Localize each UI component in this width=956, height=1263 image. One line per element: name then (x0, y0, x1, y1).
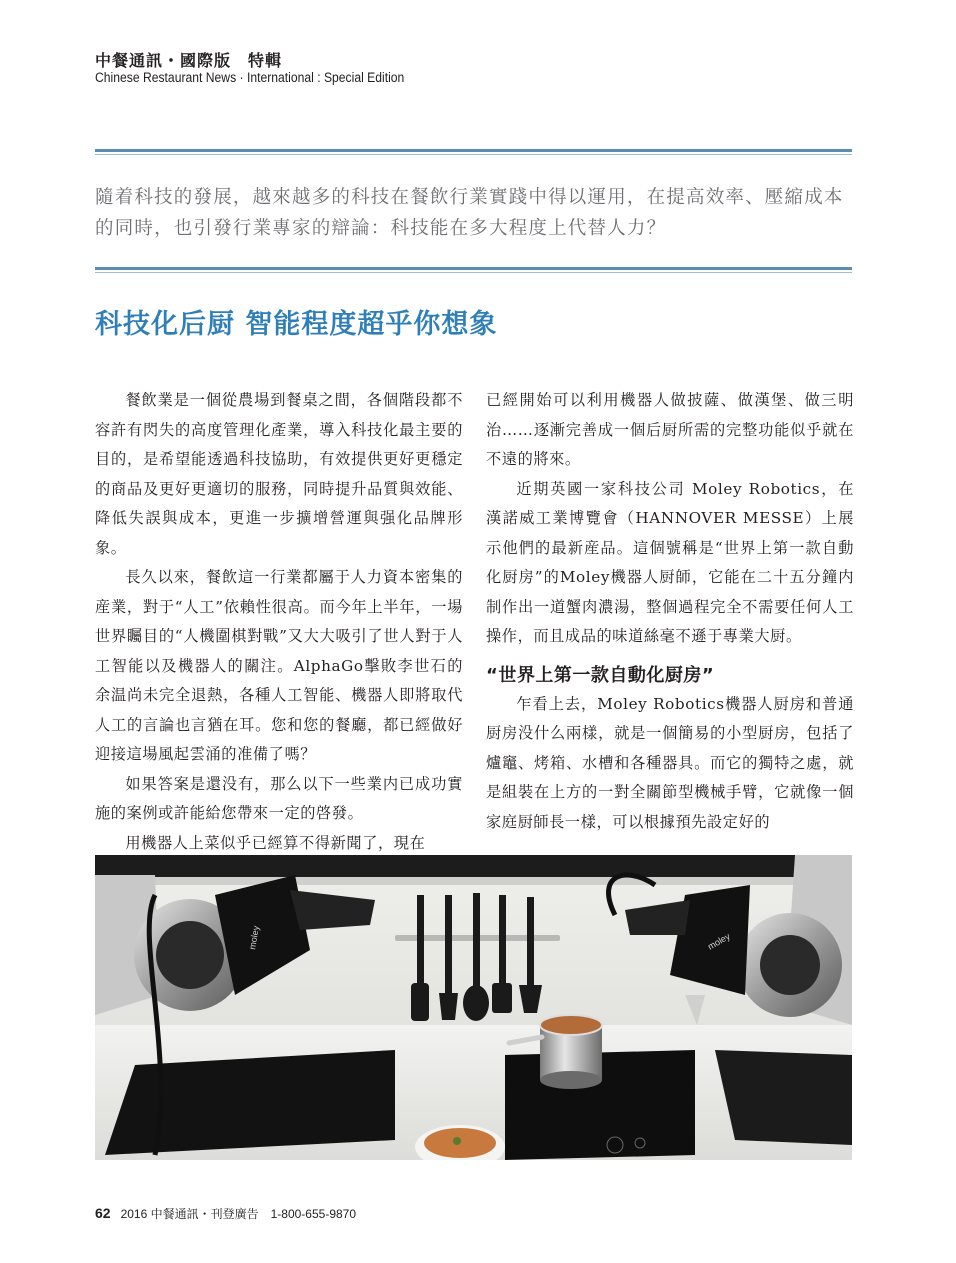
left-arm-logo: moley (247, 924, 262, 951)
left-paragraph-4: 用機器人上菜似乎已經算不得新聞了，現在 (125, 833, 426, 852)
header-title-en: Chinese Restaurant News · International : Special Edition (95, 70, 405, 85)
left-paragraph-1: 餐飲業是一個從農場到餐桌之間，各個階段都不容許有閃失的高度管理化產業，導入科技化最主要的目的，是希望能透過科技協助，有效提供更好更穩定的商品及更好更適切的服務，同時提升品質與效能、降低失誤與成本，更進一步擴增營運與强化品牌形象。 (95, 391, 463, 557)
right-paragraph-continuation: 已經開始可以利用機器人做披薩、做漢堡、做三明治……逐漸完善成一個后厨所需的完整功能似乎就在不遠的將來。 (486, 391, 854, 468)
page-number: 62 (95, 1205, 111, 1221)
footer-text: 2016 中餐通訊・刊登廣告 1-800-655-9870 (120, 1207, 357, 1221)
header-title-cn: 中餐通訊・國際版 特輯 (95, 51, 283, 70)
right-paragraph-3: 乍看上去，Moley Robotics機器人厨房和普通厨房没什么兩樣，就是一個簡易的小型厨房，包括了爐竈、烤箱、水槽和各種器具。而它的獨特之處，就是組裝在上方的一對全關節型機械手臂，它就像一個家庭厨師長一樣，可以根據預先設定好的 (486, 694, 854, 831)
right-sink (715, 1050, 852, 1145)
left-paragraph-2: 長久以來，餐飲這一行業都屬于人力資本密集的産業，對于“人工”依賴性很高。而今年上半年，一場世界矚目的“人機圍棋對戰”又大大吸引了世人對于人工智能以及機器人的關注。AlphaGo擊敗李世石的余温尚未完全退熱，各種人工智能、機器人即將取代人工的言論也言猶在耳。您和您的餐廳，都已經做好迎接這場風起雲涌的准備了嗎？ (95, 568, 463, 763)
left-column (95, 386, 463, 858)
article-headline: 科技化后厨 智能程度超乎你想象 (95, 309, 498, 340)
left-cooktop (105, 1050, 395, 1155)
page-footer (95, 1205, 356, 1222)
section-subheading: “世界上第一款自動化厨房” (486, 664, 715, 686)
right-column (486, 386, 854, 837)
left-paragraph-3: 如果答案是還没有，那么以下一些業内已成功實施的案例或許能給您帶來一定的啓發。 (95, 774, 463, 822)
robot-kitchen-photo (95, 855, 852, 1160)
intro-paragraph: 隨着科技的發展，越來越多的科技在餐飲行業實踐中得以運用，在提高效率、壓縮成本的同時，也引發行業專家的辯論：科技能在多大程度上代替人力？ (95, 187, 844, 239)
right-paragraph-2: 近期英國一家科技公司 Moley Robotics，在漢諾威工業博覽會（HANNOVER MESSE）上展示他們的最新産品。這個號稱是“世界上第一款自動化厨房”的Moley機器人厨師，它能在二十五分鐘内制作出一道蟹肉濃湯，整個過程完全不需要任何人工操作，而且成品的味道絲毫不遜于專業大厨。 (486, 479, 854, 645)
right-arm-logo: moley (706, 931, 732, 952)
